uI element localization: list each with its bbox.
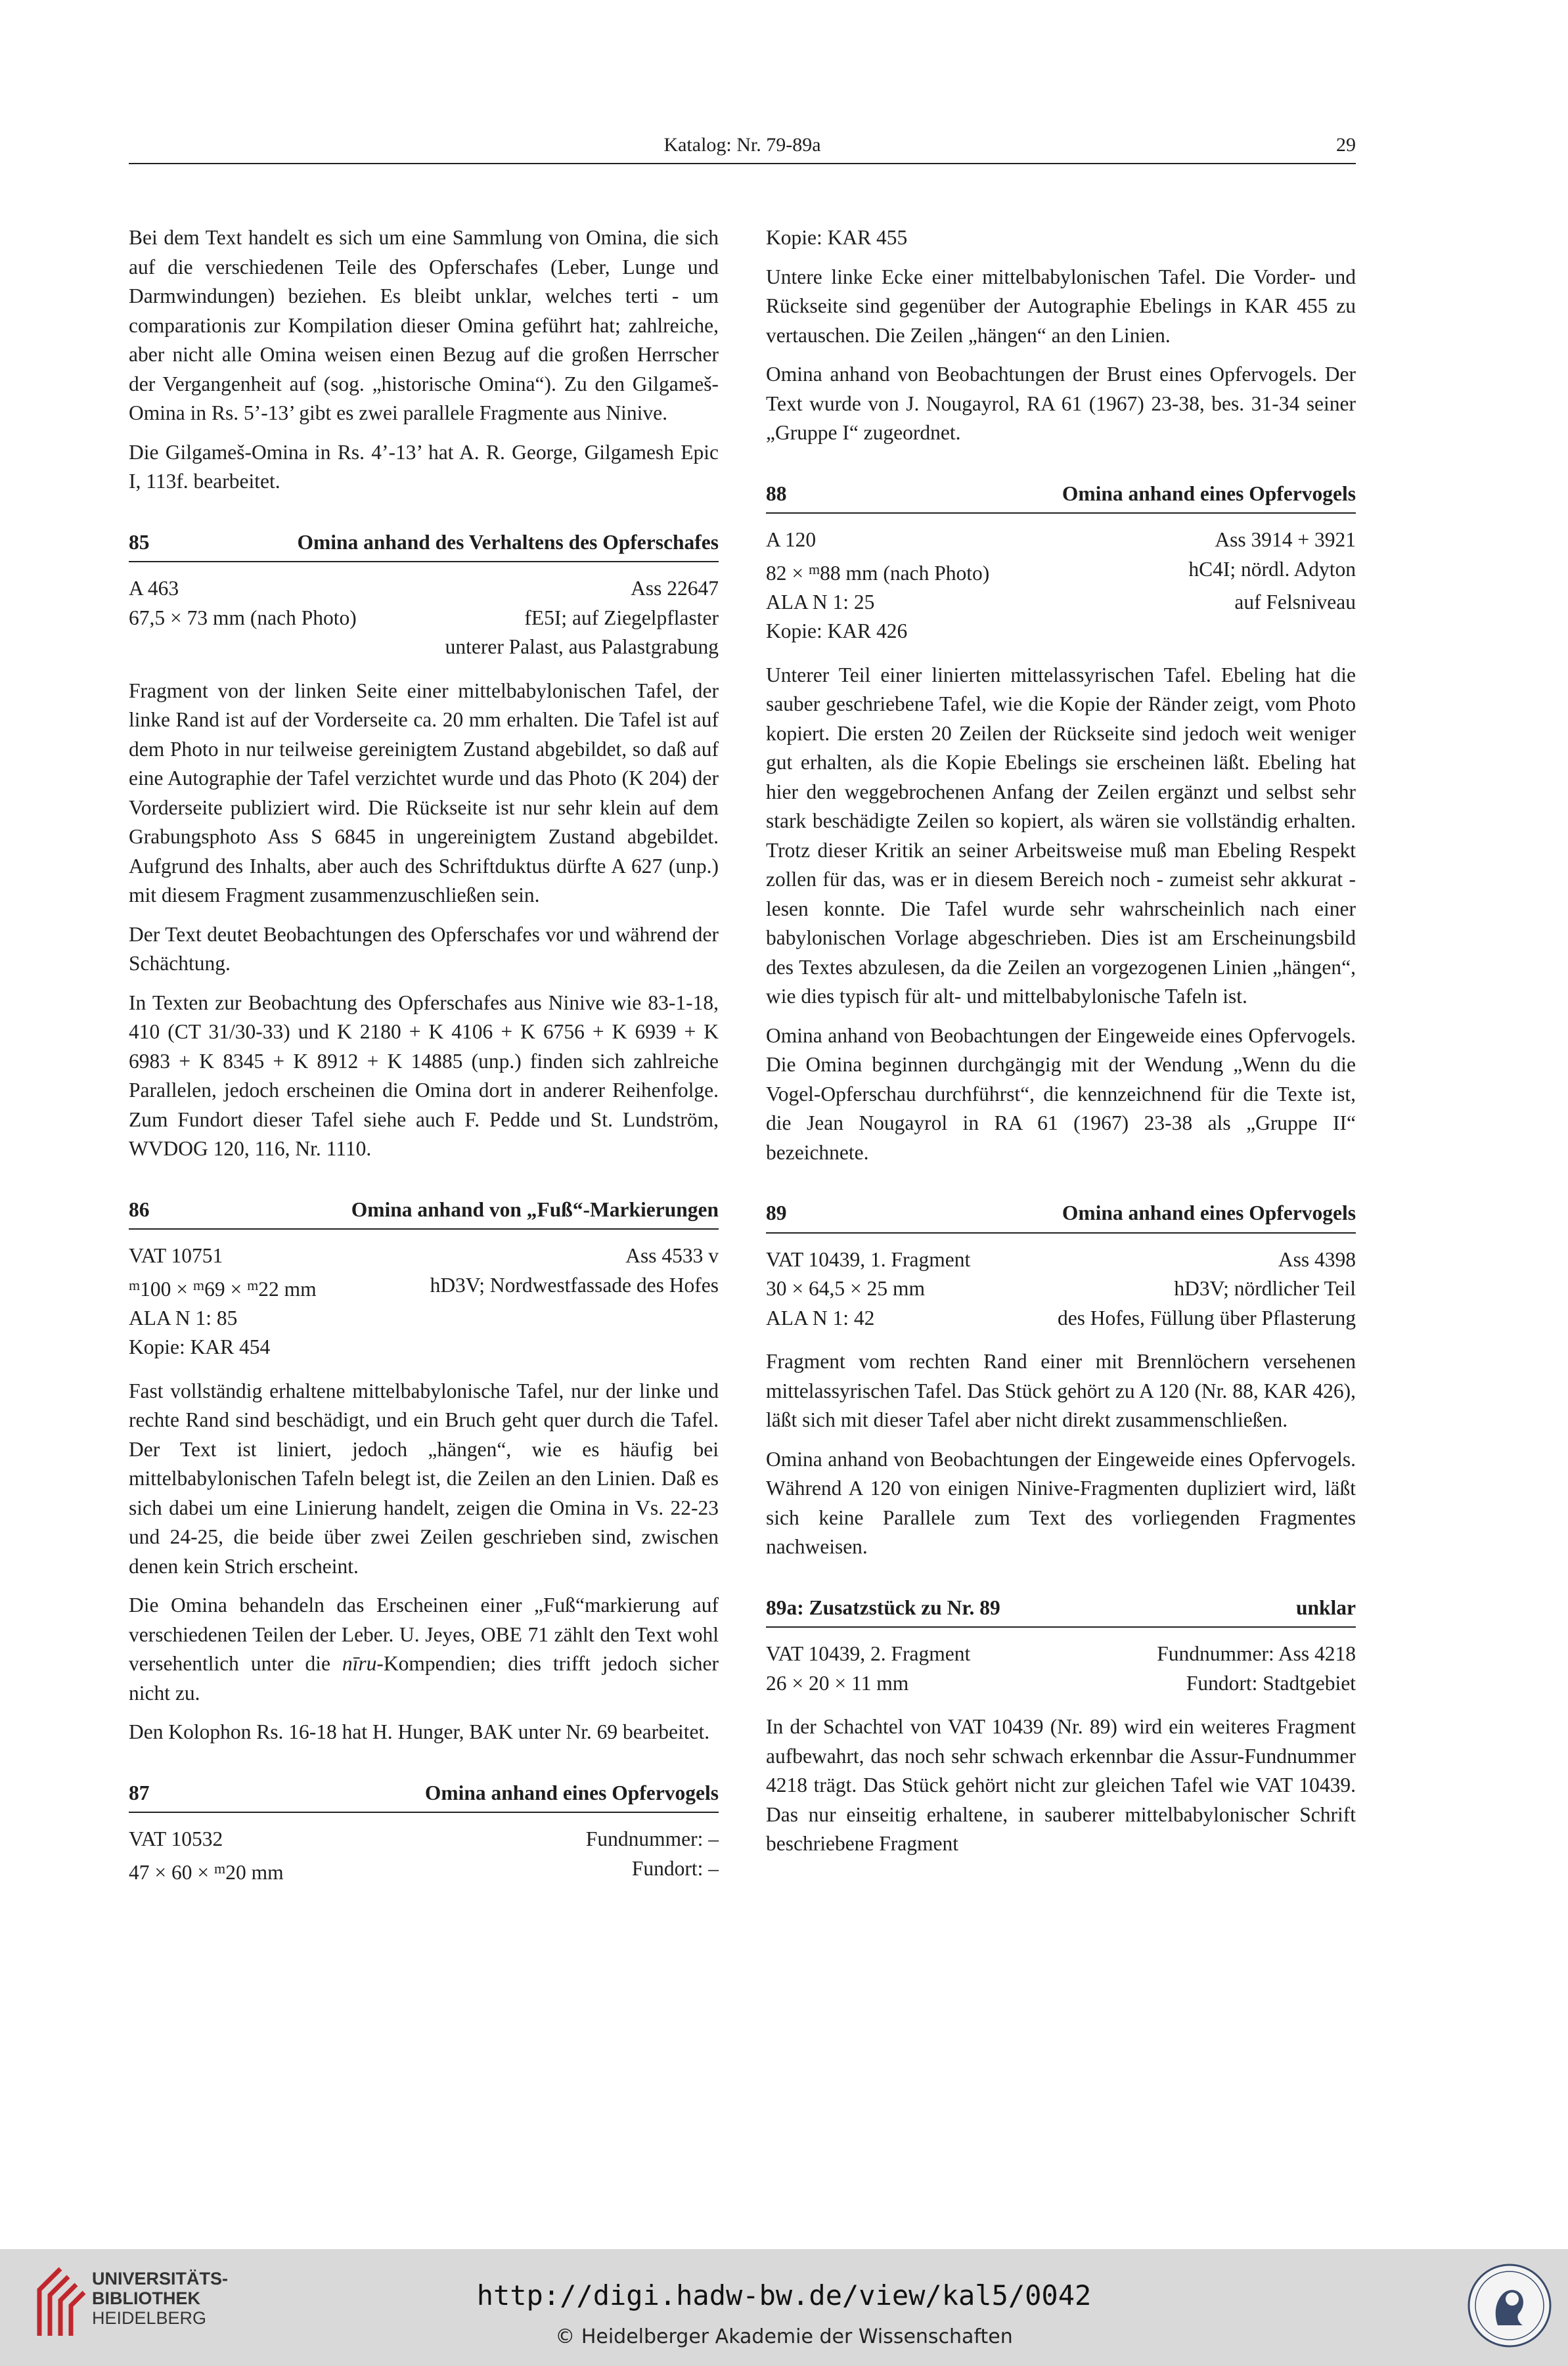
entry-number: 89 bbox=[766, 1201, 787, 1225]
entry-number: 87 bbox=[129, 1781, 150, 1804]
find-number: Ass 4533 v bbox=[625, 1244, 719, 1267]
entry-number: 89a: Zusatzstück zu Nr. 89 bbox=[766, 1596, 1000, 1619]
left-column bbox=[129, 223, 719, 1902]
dimensions: $^m$100 × $^m$69 × $^m$22 mm bbox=[129, 1276, 317, 1301]
dimensions: 26 × 20 × 11 mm bbox=[766, 1671, 909, 1695]
find-location: Fundort: – bbox=[631, 1856, 719, 1880]
page-header bbox=[129, 133, 1356, 164]
entry-number: 86 bbox=[129, 1197, 150, 1221]
entry-number: 85 bbox=[129, 530, 150, 554]
find-location: hD3V; Nordwestfassade des Hofes bbox=[430, 1273, 719, 1297]
museum-number: VAT 10439, 1. Fragment bbox=[766, 1247, 971, 1271]
dimensions: 47 × 60 × $^m$20 mm bbox=[129, 1860, 284, 1884]
running-title: Katalog: Nr. 79-89a bbox=[663, 134, 821, 156]
find-location-cont: unterer Palast, aus Palastgrabung bbox=[445, 635, 719, 658]
copy-reference: Kopie: KAR 426 bbox=[766, 619, 908, 643]
find-location: hC4I; nördl. Adyton bbox=[1188, 557, 1356, 581]
academy-seal-icon bbox=[1466, 2262, 1553, 2349]
paragraph: Omina anhand von Beobachtungen der Eingeweide eines Opfervogels. Die Omina beginnen durchgängig mit der Wendung „Wenn du die Vogel-Opferschau durchführst“, die kennzeichnend für die Texte ist, die Jean Nougayrol in RA 61 (1967) 23-38 als „Gruppe II“ bezeichnete. bbox=[766, 1023, 1356, 1164]
museum-number: VAT 10439, 2. Fragment bbox=[766, 1642, 971, 1666]
entry-heading-89 bbox=[766, 1199, 1356, 1234]
footer-bar bbox=[0, 2249, 1568, 2366]
find-location-cont: des Hofes, Füllung über Pflasterung bbox=[1057, 1306, 1356, 1329]
entry-metadata bbox=[129, 1241, 719, 1362]
museum-number: VAT 10751 bbox=[129, 1244, 223, 1267]
entry-heading-86 bbox=[129, 1195, 719, 1230]
museum-number: A 120 bbox=[766, 528, 817, 551]
paragraph: In der Schachtel von VAT 10439 (Nr. 89) wird ein weiteres Fragment aufbewahrt, das noch sehr schwach erkennbar die Assur-Fundnummer 4218 trägt. Das Stück gehört nicht zur gleichen Tafel wie VAT 10439. Das nur einseitig erhaltene, in sauberer mittelbabylonischer Schrift beschriebene Fragment bbox=[766, 1715, 1356, 1856]
paragraph: Omina anhand von Beobachtungen der Eingeweide eines Opfervogels. Während A 120 von einigen Ninive-Fragmenten dupliziert wird, läßt sich keine Parallele zum Text des vorliegenden Fragmentes nachweisen. bbox=[766, 1447, 1356, 1559]
paragraph: In Texten zur Beobachtung des Opferschafes aus Ninive wie 83-1-18, 410 (CT 31/30-33) und K 2180 + K 4106 + K 6756 + K 6939 + K 6983 + K 8345 + K 8912 + K 14885 (unp.) finden sich zahlreiche Parallelen, jedoch erscheinen die Omina dort in anderer Reihenfolge. Zum Fundort dieser Tafel siehe auch F. Pedde und St. Lundström, WVDOG 120, 116, Nr. 1110. bbox=[129, 991, 719, 1160]
page-number: 29 bbox=[1336, 134, 1356, 156]
paragraph: Die Omina behandeln das Erscheinen einer „Fuß“markierung auf verschiedenen Teilen der Leber. U. Jeyes, OBE 71 zählt den Text wohl versehentlich unter die nīru-Kompendien; dies trifft jedoch sicher nicht zu. bbox=[129, 1594, 719, 1705]
paragraph: Untere linke Ecke einer mittelbabylonischen Tafel. Die Vorder- und Rückseite sind gegenüber der Autographie Ebelings in KAR 455 zu vertauschen. Die Zeilen „hängen“ an den Linien. bbox=[766, 265, 1356, 347]
entry-title: Omina anhand des Verhaltens des Opferschafes bbox=[297, 530, 719, 554]
copy-reference: Kopie: KAR 454 bbox=[129, 1335, 271, 1359]
paragraph: Fragment vom rechten Rand einer mit Brennlöchern versehenen mittelassyrischen Tafel. Das Stück gehört zu A 120 (Nr. 88, KAR 426), läßt sich mit dieser Tafel aber nicht direkt zusammenschließen. bbox=[766, 1350, 1356, 1432]
permalink-url[interactable]: http://digi.hadw-bw.de/view/kal5/0042 bbox=[476, 2279, 1092, 2311]
ala-reference: ALA N 1: 25 bbox=[766, 590, 875, 614]
entry-title: unklar bbox=[1295, 1596, 1356, 1619]
museum-number: VAT 10532 bbox=[129, 1827, 223, 1851]
entry-title: Omina anhand eines Opfervogels bbox=[1062, 1201, 1356, 1225]
find-location: hD3V; nördlicher Teil bbox=[1174, 1277, 1356, 1301]
entry-title: Omina anhand eines Opfervogels bbox=[1062, 481, 1356, 505]
find-location: fE5I; auf Ziegelpflaster bbox=[524, 606, 719, 629]
copy-reference: Kopie: KAR 455 bbox=[766, 226, 908, 249]
entry-metadata bbox=[129, 574, 719, 662]
paragraph: Fragment von der linken Seite einer mittelbabylonischen Tafel, der linke Rand ist auf der Vorderseite ca. 20 mm erhalten. Die Tafel ist auf dem Photo in nur teilweise gereinigtem Zustand abgebildet, so daß auf eine Autographie der Tafel verzichtet wurde und das Photo (K 204) der Vorderseite publiziert wird. Die Rückseite ist nur sehr klein auf dem Grabungsphoto Ass S 6845 in ungereinigtem Zustand abgebildet. Aufgrund des Inhalts, aber auch des Schriftduktus dürfte A 627 (unp.) mit diesem Fragment zusammenzuschließen sein. bbox=[129, 679, 719, 906]
entry-title: Omina anhand eines Opfervogels bbox=[424, 1781, 719, 1804]
paragraph: Unterer Teil einer linierten mittelassyrischen Tafel. Ebeling hat die sauber geschriebene Tafel, wie die Kopie der Ränder zeigt, vom Photo kopiert. Die ersten 20 Zeilen der Rückseite sind jedoch weit weniger gut erhalten, als die Kopie Ebelings sie erscheinen läßt. Ebeling hat hier den weggebrochenen Anfang der Zeilen ergänzt und selbst sehr stark beschädigte Zeilen so kopiert, als wären sie vollständig erhalten. Trotz dieser Kritik an seiner Arbeitsweise muß man Ebeling Respekt zollen für das, was er in diesem Bereich noch - zumeist sehr akkurat - lesen konnte. Die Tafel wurde sehr wahrscheinlich nach einer babylonischen Vorlage abgeschrieben. Dies ist am Erscheinungsbild des Textes abzulesen, da die Zeilen an vorgezogenen Linien „hängen“, wie dies typisch für alt- und mittelbabylonische Tafeln ist. bbox=[766, 663, 1356, 1008]
find-number: Ass 22647 bbox=[631, 577, 719, 600]
copyright-notice: © Heidelberger Akademie der Wissenschaften bbox=[555, 2325, 1013, 2348]
museum-number: A 463 bbox=[129, 577, 179, 600]
entry-heading-87 bbox=[129, 1779, 719, 1814]
entry-metadata bbox=[766, 525, 1356, 646]
dimensions: 67,5 × 73 mm (nach Photo) bbox=[129, 606, 357, 629]
paragraph: Bei dem Text handelt es sich um eine Sammlung von Omina, die sich auf die verschiedenen Teile des Opferschafes (Leber, Lunge und Darmwindungen) beziehen. Es bleibt unklar, welches terti - um comparationis zur Kompilation dieser Omina geführt hat; zahlreiche, aber nicht alle Omina weisen einen Bezug auf die großen Herrscher der Vergangenheit auf (sog. „historische Omina“). Zu den Gilgameš-Omina in Rs. 5’-13’ gibt es zwei parallele Fragmente aus Ninive. bbox=[129, 226, 719, 424]
entry-metadata bbox=[766, 1640, 1356, 1698]
dimensions: 30 × 64,5 × 25 mm bbox=[766, 1277, 926, 1301]
paragraph: Der Text deutet Beobachtungen des Opferschafes vor und während der Schächtung. bbox=[129, 922, 719, 975]
entry-metadata bbox=[766, 1245, 1356, 1333]
entry-heading-88 bbox=[766, 480, 1356, 514]
right-column bbox=[766, 223, 1356, 1869]
library-name: UNIVERSITÄTS- BIBLIOTHEK HEIDELBERG bbox=[92, 2269, 229, 2328]
ala-reference: ALA N 1: 85 bbox=[129, 1306, 238, 1329]
find-number: Ass 4398 bbox=[1278, 1247, 1356, 1271]
entry-heading-85 bbox=[129, 528, 719, 563]
find-number: Fundnummer: – bbox=[585, 1827, 719, 1851]
find-location: Fundort: Stadtgebiet bbox=[1186, 1671, 1356, 1695]
entry-metadata bbox=[129, 1825, 719, 1887]
find-location-cont: auf Felsniveau bbox=[1234, 590, 1356, 614]
find-number: Ass 3914 + 3921 bbox=[1215, 528, 1356, 551]
paragraph: Omina anhand von Beobachtungen der Brust eines Opfervogels. Der Text wurde von J. Nougayrol, RA 61 (1967) 23-38, bes. 31-34 seiner „Gruppe I“ zugeordnet. bbox=[766, 363, 1356, 444]
entry-number: 88 bbox=[766, 481, 787, 505]
ala-reference: ALA N 1: 42 bbox=[766, 1306, 875, 1329]
entry-title: Omina anhand von „Fuß“-Markierungen bbox=[351, 1197, 719, 1221]
paragraph: Fast vollständig erhaltene mittelbabylonische Tafel, nur der linke und rechte Rand sind beschädigt, und ein Bruch geht quer durch die Tafel. Der Text ist liniert, jedoch „hängen“, wie es häufig bei mittelbabylonischen Tafeln belegt ist, die Zeilen an den Linien. Daß es sich dabei um eine Linierung handelt, zeigen die Omina in Vs. 22-23 und 24-25, die beide über zwei Zeilen geschrieben sind, zwischen denen kein Strich erscheint. bbox=[129, 1379, 719, 1578]
paragraph: Die Gilgameš-Omina in Rs. 4’-13’ hat A. R. George, Gilgamesh Epic I, 113f. bearbeitet. bbox=[129, 440, 719, 493]
entry-heading-89a bbox=[766, 1594, 1356, 1628]
find-number: Fundnummer: Ass 4218 bbox=[1157, 1642, 1356, 1666]
paragraph: Den Kolophon Rs. 16-18 hat H. Hunger, BAK unter Nr. 69 bearbeitet. bbox=[129, 1720, 710, 1744]
dimensions: 82 × $^m$88 mm (nach Photo) bbox=[766, 560, 990, 585]
